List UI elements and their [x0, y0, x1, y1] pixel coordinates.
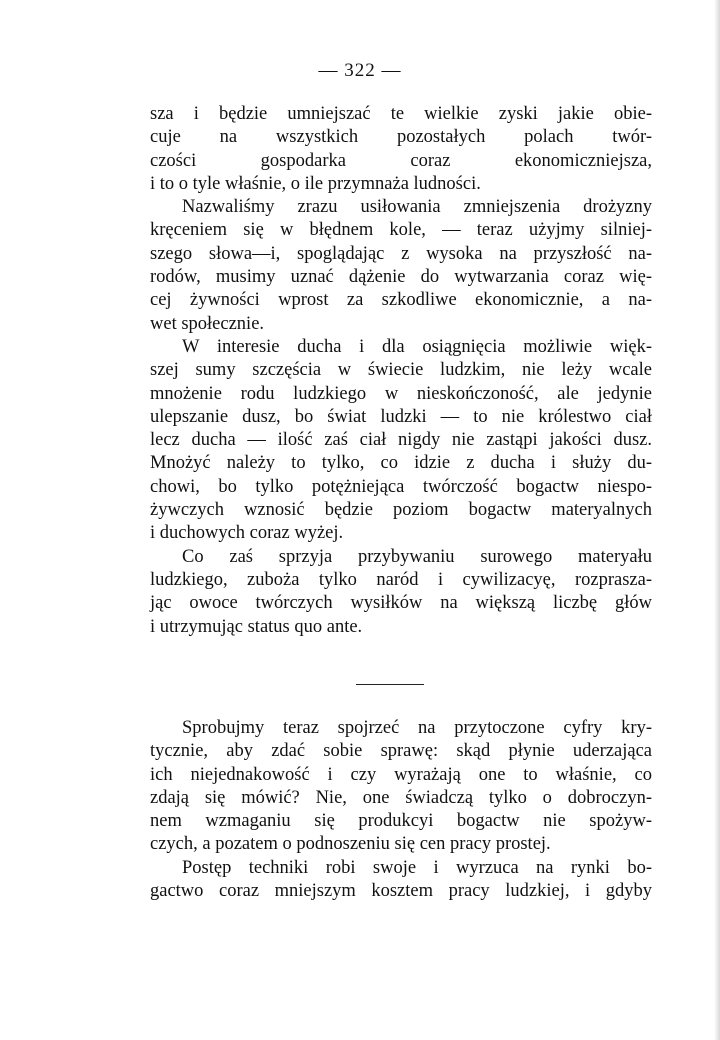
text-line: zdają się mówić? Nie, one świadczą tylko o dobroczyn-	[150, 787, 652, 808]
text-line: rodów, musimy uznać dążenie do wytwarzania coraz wię-	[150, 267, 652, 288]
text-line: i utrzymując status quo ante.	[150, 616, 363, 637]
text-line: lecz ducha — ilość zaś ciał nigdy nie zastąpi jakości dusz.	[150, 430, 652, 451]
text-block-lower	[150, 717, 652, 903]
text-line: sza i będzie umniejszać te wielkie zyski jakie obie-	[150, 104, 652, 124]
text-line: ludzkiego, zuboża tylko naród i cywilizacyę, rozprasza-	[150, 569, 652, 590]
text-line: ulepszanie dusz, bo świat ludzki — to nie królestwo ciał	[150, 406, 652, 427]
text-line: gactwo coraz mniejszym kosztem pracy ludzkiej, i gdyby	[150, 881, 652, 902]
text-line: Nazwaliśmy zrazu usiłowania zmniejszenia drożyzny	[182, 197, 652, 218]
text-line: Co zaś sprzyja przybywaniu surowego materyału	[182, 546, 652, 567]
text-line: i duchowych coraz wyżej.	[150, 523, 344, 544]
text-line: tycznie, aby zdać sobie sprawę: skąd płynie uderzająca	[150, 741, 652, 762]
page-edge-shadow	[714, 0, 720, 1040]
text-line: cuje na wszystkich pozostałych polach twór-	[150, 127, 652, 148]
text-line: cej żywności wprost za szkodliwe ekonomicznie, a na-	[150, 290, 652, 311]
page-number: — 322 —	[318, 60, 402, 81]
text-line: szej sumy szczęścia w świecie ludzkim, nie leży wcale	[150, 360, 652, 381]
text-line: W interesie ducha i dla osiągnięcia możliwie więk-	[182, 336, 652, 357]
text-line: Mnożyć należy to tylko, co idzie z ducha i służy du-	[150, 453, 652, 474]
text-line: Sprobujmy teraz spojrzeć na przytoczone cyfry kry-	[182, 718, 652, 738]
text-line: chowi, bo tylko potężniejąca twórczość bogactw niespo-	[150, 476, 652, 497]
text-line: Postęp techniki robi swoje i wyrzuca na rynki bo-	[182, 857, 652, 878]
text-line: czych, a pozatem o podnoszeniu się cen pracy prostej.	[150, 834, 551, 855]
text-line: mnożenie rodu ludzkiego w nieskończoność, ale jedynie	[150, 383, 652, 404]
text-line: szego słowa—i, spoglądając z wysoka na przyszłość na-	[150, 243, 652, 264]
text-line: ich niejednakowość i czy wyrażają one to właśnie, co	[150, 764, 652, 785]
section-separator	[356, 684, 424, 685]
text-block-upper	[150, 103, 652, 639]
text-line: i to o tyle właśnie, o ile przymnaża ludności.	[150, 173, 481, 194]
text-line: kręceniem się w błędnem kole, — teraz użyjmy silniej-	[150, 220, 652, 241]
text-line: czości gospodarka coraz ekonomiczniejsza,	[150, 150, 652, 171]
text-line: jąc owoce twórczych wysiłków na większą liczbę głów	[150, 593, 652, 614]
text-line: żywczych wznosić będzie poziom bogactw materyalnych	[150, 500, 652, 521]
text-line: wet społecznie.	[150, 313, 265, 334]
text-line: nem wzmaganiu się produkcyi bogactw nie spożyw-	[150, 811, 652, 832]
